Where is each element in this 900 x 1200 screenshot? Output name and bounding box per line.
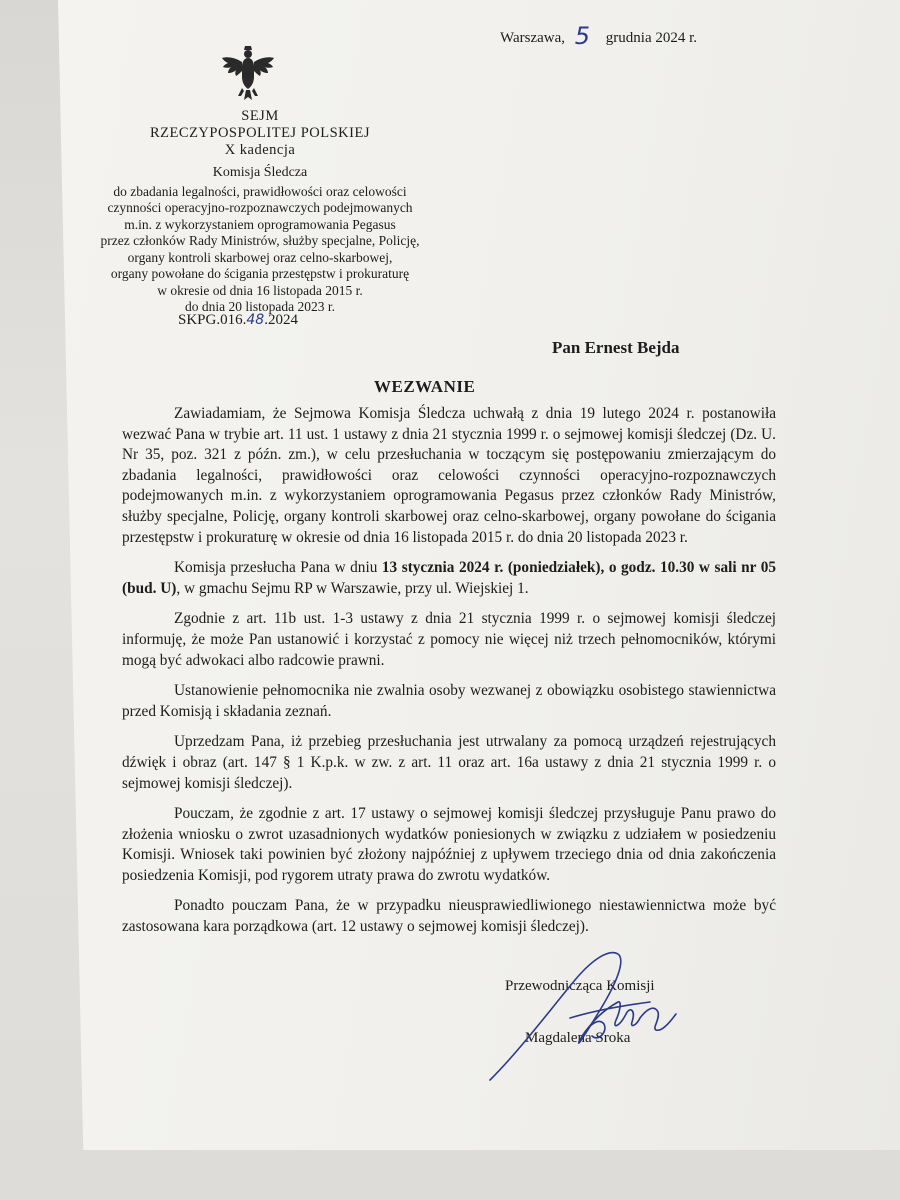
- paragraph-appearance-duty: Ustanowienie pełnomocnika nie zwalnia osoby wezwanej z obowiązku osobistego stawiennictwa przed Komisją i składania zeznań.: [122, 682, 776, 720]
- committee-description-line: organy powołane do ścigania przestępstw i prokuraturę: [110, 266, 410, 281]
- committee-description-line: do dnia 20 listopada 2023 r.: [185, 299, 335, 314]
- institution-name-line1: SEJM: [241, 108, 279, 124]
- committee-description-line: organy kontroli skarbowej oraz celno-skarbowej,: [127, 249, 393, 265]
- committee-description-line: do zbadania legalności, prawidłowości oraz celowości: [113, 183, 407, 199]
- paragraph-representatives: Zgodnie z art. 11b ust. 1-3 ustawy z dnia 21 stycznia 1999 r. o sejmowej komisji śledczej informuję, że może Pan ustanowić i korzystać z pomocy nie więcej niż trzech pełnomocników, którymi mogą być adwokaci albo radcowie prawni.: [122, 610, 776, 669]
- institution-name-line2: RZECZYPOSPOLITEJ POLSKIEJ: [150, 125, 370, 141]
- paragraph-reimbursement: Pouczam, że zgodnie z art. 17 ustawy o sejmowej komisji śledczej przysługuje Panu prawo do złożenia wniosku o zwrot uzasadnionych wydatków poniesionych w związku z udziałem w posiedzeniu Komisji. Wniosek taki powinien być złożony najpóźniej z upływem trzeciego dnia od dnia zakończenia posiedzenia Komisji, pod rygorem utraty prawa do zwrotu wydatków.: [122, 805, 776, 884]
- committee-description-line: przez członków Rady Ministrów, służby specjalne, Policję,: [100, 233, 420, 248]
- committee-name: Komisja Śledcza: [212, 165, 308, 180]
- polish-eagle-emblem-icon: [220, 44, 276, 102]
- reference-number-handwritten: 48: [246, 312, 265, 328]
- letter-date: [500, 22, 697, 50]
- date-city: Warszawa,: [500, 30, 566, 46]
- recipient-name: Pan Ernest Bejda: [552, 338, 680, 357]
- paragraph-hearing-date: Komisja przesłucha Pana w dniu 13 stycznia 2024 r. (poniedziałek), o godz. 10.30 w sali nr 05 (bud. U), w gmachu Sejmu RP w Warszawie, przy ul. Wiejskiej 1.: [122, 559, 776, 597]
- committee-description-line: czynności operacyjno-rozpoznawczych podejmowanych: [107, 200, 413, 215]
- letter-body: [122, 404, 776, 948]
- date-month-year: grudnia 2024 r.: [605, 30, 698, 46]
- date-day-handwritten: 5: [574, 22, 591, 50]
- paragraph-recording: Uprzedzam Pana, iż przebieg przesłuchania jest utrwalany za pomocą urządzeń rejestrujących dźwięk i obraz (art. 147 § 1 K.p.k. w zw. z art. 11 oraz art. 16a ustawy z dnia 21 stycznia 1999 r. o sejmowej komisji śledczej).: [122, 733, 776, 792]
- handwritten-signature: [480, 940, 700, 1090]
- paragraph-penalty: Ponadto pouczam Pana, że w przypadku nieusprawiedliwionego niestawiennictwa może być zastosowana kara porządkowa (art. 12 ustawy o sejmowej komisji śledczej).: [122, 897, 776, 936]
- term: X kadencja: [224, 142, 296, 158]
- signatory-role: Przewodnicząca Komisji: [505, 978, 655, 994]
- committee-description-line: m.in. z wykorzystaniem oprogramowania Pegasus: [124, 216, 396, 232]
- hearing-date-time-room: 13 stycznia 2024 r. (poniedziałek), o godz. 10.30 w sali nr 05 (bud. U): [122, 559, 776, 597]
- signatory-name: Magdalena Sroka: [525, 1030, 631, 1046]
- paragraph-notice: Zawiadamiam, że Sejmowa Komisja Śledcza uchwałą z dnia 19 lutego 2024 r. postanowiła wezwać Pana w trybie art. 11 ust. 1 ustawy z dnia 21 stycznia 1999 r. o sejmowej komisji śledczej (Dz. U. Nr 35, poz. 321 z późn. zm.), w celu przesłuchania w toczącym się postępowaniu zmierzającym do zbadania legalności, prawidłowości oraz celowości czynności operacyjno-rozpoznawczych podejmowanych m.in. z wykorzystaniem oprogramowania Pegasus przez członków Rady Ministrów, służby specjalne, Policję, organy kontroli skarbowej oraz celno-skarbowej, organy powołane do ścigania przestępstw i prokuraturę w okresie od dnia 16 listopada 2015 r. do dnia 20 listopada 2023 r.: [122, 405, 776, 546]
- issuer-header: [60, 108, 460, 316]
- committee-description-line: w okresie od dnia 16 listopada 2015 r.: [157, 282, 363, 298]
- reference-number: SKPG.016.48.2024: [178, 312, 298, 328]
- document-title: WEZWANIE: [374, 377, 476, 396]
